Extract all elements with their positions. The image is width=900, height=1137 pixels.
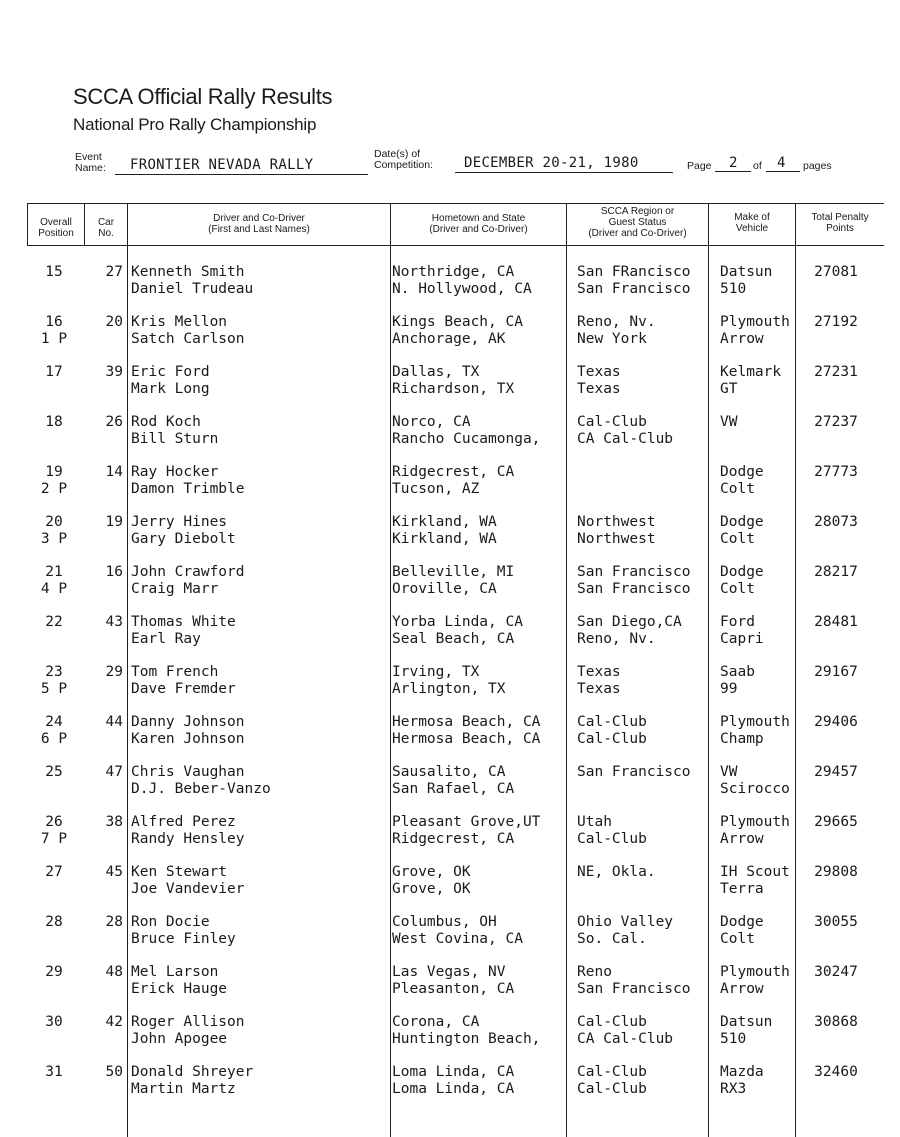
codriver-name: Satch Carlson bbox=[131, 331, 245, 347]
vehicle-model: Arrow bbox=[720, 981, 764, 997]
overall-position: 17 bbox=[45, 364, 63, 380]
driver-hometown: Yorba Linda, CA bbox=[392, 614, 523, 630]
table-row bbox=[0, 614, 900, 664]
driver-hometown: Dallas, TX bbox=[392, 364, 480, 380]
driver-region: Texas bbox=[577, 364, 621, 380]
penalty-points: 27231 bbox=[814, 364, 858, 380]
codriver-name: Joe Vandevier bbox=[131, 881, 245, 897]
penalty-points: 28481 bbox=[814, 614, 858, 630]
car-number: 14 bbox=[105, 464, 123, 480]
driver-region: Cal-Club bbox=[577, 414, 647, 430]
vehicle-make: IH Scout bbox=[720, 864, 790, 880]
table-row bbox=[0, 464, 900, 514]
driver-name: Thomas White bbox=[131, 614, 236, 630]
overall-position: 16 bbox=[45, 314, 63, 330]
pages-label: pages bbox=[803, 160, 832, 172]
penalty-points: 32460 bbox=[814, 1064, 858, 1080]
page-number-underline bbox=[715, 171, 751, 172]
event-name: FRONTIER NEVADA RALLY bbox=[130, 157, 314, 173]
header-hometown: Hometown and State (Driver and Co-Driver) bbox=[429, 213, 528, 235]
table-row bbox=[0, 864, 900, 914]
codriver-name: Damon Trimble bbox=[131, 481, 245, 497]
codriver-hometown: Pleasanton, CA bbox=[392, 981, 515, 997]
overall-position: 22 bbox=[45, 614, 63, 630]
pro-class-position: 4 P bbox=[40, 581, 68, 597]
driver-name: Eric Ford bbox=[131, 364, 210, 380]
vehicle-model: Arrow bbox=[720, 831, 764, 847]
driver-hometown: Grove, OK bbox=[392, 864, 471, 880]
car-number: 50 bbox=[105, 1064, 123, 1080]
header-total-penalty-points: Total Penalty Points bbox=[811, 212, 869, 234]
codriver-region: Texas bbox=[577, 381, 621, 397]
vehicle-model: Scirocco bbox=[720, 781, 790, 797]
driver-name: Alfred Perez bbox=[131, 814, 236, 830]
vehicle-make: VW bbox=[720, 414, 738, 430]
header-driver: Driver and Co-Driver (First and Last Names) bbox=[208, 213, 310, 235]
table-top-rule bbox=[27, 203, 884, 204]
vehicle-make: Saab bbox=[720, 664, 755, 680]
vehicle-model: Colt bbox=[720, 531, 755, 547]
car-number: 16 bbox=[105, 564, 123, 580]
driver-name: Roger Allison bbox=[131, 1014, 245, 1030]
car-number: 20 bbox=[105, 314, 123, 330]
vehicle-model: RX3 bbox=[720, 1081, 747, 1097]
car-number: 28 bbox=[105, 914, 123, 930]
vehicle-make: Plymouth bbox=[720, 714, 790, 730]
driver-hometown: Corona, CA bbox=[392, 1014, 480, 1030]
vehicle-model: Colt bbox=[720, 931, 755, 947]
codriver-name: Earl Ray bbox=[131, 631, 201, 647]
codriver-hometown: Oroville, CA bbox=[392, 581, 497, 597]
vehicle-make: Plymouth bbox=[720, 814, 790, 830]
car-number: 39 bbox=[105, 364, 123, 380]
driver-name: Rod Koch bbox=[131, 414, 201, 430]
car-number: 27 bbox=[105, 264, 123, 280]
driver-name: Ray Hocker bbox=[131, 464, 219, 480]
car-number: 29 bbox=[105, 664, 123, 680]
codriver-name: Gary Diebolt bbox=[131, 531, 236, 547]
overall-position: 24 bbox=[45, 714, 63, 730]
driver-name: John Crawford bbox=[131, 564, 245, 580]
table-row bbox=[0, 514, 900, 564]
penalty-points: 28073 bbox=[814, 514, 858, 530]
codriver-name: Karen Johnson bbox=[131, 731, 245, 747]
driver-hometown: Columbus, OH bbox=[392, 914, 497, 930]
date-label: Date(s) of Competition: bbox=[374, 148, 433, 171]
overall-position: 27 bbox=[45, 864, 63, 880]
vehicle-model: Champ bbox=[720, 731, 764, 747]
overall-position: 23 bbox=[45, 664, 63, 680]
overall-position: 18 bbox=[45, 414, 63, 430]
overall-position: 20 bbox=[45, 514, 63, 530]
driver-hometown: Kings Beach, CA bbox=[392, 314, 523, 330]
codriver-hometown: N. Hollywood, CA bbox=[392, 281, 532, 297]
vehicle-make: Plymouth bbox=[720, 964, 790, 980]
codriver-region: San Francisco bbox=[577, 281, 691, 297]
driver-name: Danny Johnson bbox=[131, 714, 245, 730]
driver-hometown: Norco, CA bbox=[392, 414, 471, 430]
pro-class-position: 5 P bbox=[40, 681, 68, 697]
vehicle-make: Plymouth bbox=[720, 314, 790, 330]
overall-position: 21 bbox=[45, 564, 63, 580]
codriver-region: So. Cal. bbox=[577, 931, 647, 947]
codriver-hometown: Rancho Cucamonga, bbox=[392, 431, 541, 447]
page-label: Page bbox=[687, 160, 712, 172]
codriver-hometown: Anchorage, AK bbox=[392, 331, 506, 347]
codriver-hometown: Kirkland, WA bbox=[392, 531, 497, 547]
table-row bbox=[0, 914, 900, 964]
codriver-name: Randy Hensley bbox=[131, 831, 245, 847]
codriver-name: Martin Martz bbox=[131, 1081, 236, 1097]
driver-name: Ron Docie bbox=[131, 914, 210, 930]
vehicle-model: 99 bbox=[720, 681, 738, 697]
driver-region: Cal-Club bbox=[577, 1014, 647, 1030]
driver-name: Ken Stewart bbox=[131, 864, 228, 880]
vehicle-make: Dodge bbox=[720, 564, 764, 580]
overall-position: 15 bbox=[45, 264, 63, 280]
driver-hometown: Las Vegas, NV bbox=[392, 964, 506, 980]
pro-class-position: 1 P bbox=[40, 331, 68, 347]
vehicle-model: GT bbox=[720, 381, 738, 397]
driver-name: Donald Shreyer bbox=[131, 1064, 254, 1080]
table-row bbox=[0, 814, 900, 864]
document-title: SCCA Official Rally Results bbox=[73, 84, 333, 109]
driver-region: Utah bbox=[577, 814, 612, 830]
overall-position: 30 bbox=[45, 1014, 63, 1030]
overall-position: 28 bbox=[45, 914, 63, 930]
page-total-underline bbox=[766, 171, 800, 172]
driver-name: Kris Mellon bbox=[131, 314, 228, 330]
driver-region: San FRancisco bbox=[577, 264, 691, 280]
driver-region: Northwest bbox=[577, 514, 656, 530]
penalty-points: 29167 bbox=[814, 664, 858, 680]
codriver-hometown: West Covina, CA bbox=[392, 931, 523, 947]
driver-region: Texas bbox=[577, 664, 621, 680]
codriver-region: CA Cal-Club bbox=[577, 1031, 674, 1047]
codriver-name: Craig Marr bbox=[131, 581, 219, 597]
driver-name: Mel Larson bbox=[131, 964, 219, 980]
vehicle-make: Dodge bbox=[720, 514, 764, 530]
car-number: 38 bbox=[105, 814, 123, 830]
driver-name: Kenneth Smith bbox=[131, 264, 245, 280]
overall-position: 31 bbox=[45, 1064, 63, 1080]
codriver-name: Dave Fremder bbox=[131, 681, 236, 697]
codriver-hometown: San Rafael, CA bbox=[392, 781, 515, 797]
penalty-points: 29665 bbox=[814, 814, 858, 830]
vehicle-make: Datsun bbox=[720, 1014, 773, 1030]
codriver-region: Cal-Club bbox=[577, 831, 647, 847]
codriver-region: Cal-Club bbox=[577, 1081, 647, 1097]
driver-region: Ohio Valley bbox=[577, 914, 674, 930]
codriver-name: Erick Hauge bbox=[131, 981, 228, 997]
vehicle-model: Colt bbox=[720, 481, 755, 497]
penalty-points: 30055 bbox=[814, 914, 858, 930]
overall-position: 19 bbox=[45, 464, 63, 480]
driver-region: Reno bbox=[577, 964, 612, 980]
codriver-name: D.J. Beber-Vanzo bbox=[131, 781, 271, 797]
vehicle-model: Terra bbox=[720, 881, 764, 897]
driver-region: Cal-Club bbox=[577, 1064, 647, 1080]
pro-class-position: 3 P bbox=[40, 531, 68, 547]
codriver-hometown: Ridgecrest, CA bbox=[392, 831, 515, 847]
table-row bbox=[0, 1014, 900, 1064]
penalty-points: 29457 bbox=[814, 764, 858, 780]
event-label: Event Name: bbox=[75, 151, 106, 174]
codriver-region: San Francisco bbox=[577, 581, 691, 597]
driver-hometown: Kirkland, WA bbox=[392, 514, 497, 530]
penalty-points: 29808 bbox=[814, 864, 858, 880]
driver-hometown: Belleville, MI bbox=[392, 564, 515, 580]
driver-hometown: Ridgecrest, CA bbox=[392, 464, 515, 480]
codriver-hometown: Richardson, TX bbox=[392, 381, 515, 397]
table-row bbox=[0, 414, 900, 464]
overall-position: 29 bbox=[45, 964, 63, 980]
driver-region: Cal-Club bbox=[577, 714, 647, 730]
codriver-region: Northwest bbox=[577, 531, 656, 547]
header-car-number: Car No. bbox=[97, 217, 115, 239]
vehicle-model: Colt bbox=[720, 581, 755, 597]
vehicle-make: Mazda bbox=[720, 1064, 764, 1080]
car-number: 48 bbox=[105, 964, 123, 980]
driver-region: Reno, Nv. bbox=[577, 314, 656, 330]
overall-position: 26 bbox=[45, 814, 63, 830]
table-row bbox=[0, 764, 900, 814]
table-row bbox=[0, 364, 900, 414]
codriver-hometown: Seal Beach, CA bbox=[392, 631, 515, 647]
driver-hometown: Pleasant Grove,UT bbox=[392, 814, 541, 830]
car-number: 47 bbox=[105, 764, 123, 780]
driver-hometown: Northridge, CA bbox=[392, 264, 515, 280]
table-row bbox=[0, 264, 900, 314]
codriver-region: Reno, Nv. bbox=[577, 631, 656, 647]
penalty-points: 27081 bbox=[814, 264, 858, 280]
header-overall-position: Overall Position bbox=[38, 217, 74, 239]
vehicle-make: Ford bbox=[720, 614, 755, 630]
table-row bbox=[0, 1064, 900, 1114]
page-number: 2 bbox=[729, 155, 738, 171]
table-header-rule bbox=[27, 245, 884, 246]
car-number: 19 bbox=[105, 514, 123, 530]
driver-region: San Diego,CA bbox=[577, 614, 682, 630]
vehicle-model: Capri bbox=[720, 631, 764, 647]
event-name-underline bbox=[115, 174, 368, 175]
penalty-points: 30868 bbox=[814, 1014, 858, 1030]
table-row bbox=[0, 714, 900, 764]
vehicle-make: Kelmark bbox=[720, 364, 782, 380]
penalty-points: 29406 bbox=[814, 714, 858, 730]
codriver-hometown: Huntington Beach, bbox=[392, 1031, 541, 1047]
penalty-points: 27773 bbox=[814, 464, 858, 480]
document-subtitle: National Pro Rally Championship bbox=[73, 115, 317, 134]
of-label: of bbox=[753, 160, 762, 172]
driver-name: Tom French bbox=[131, 664, 219, 680]
table-row bbox=[0, 964, 900, 1014]
codriver-region: New York bbox=[577, 331, 647, 347]
codriver-name: Bill Sturn bbox=[131, 431, 219, 447]
vehicle-make: VW bbox=[720, 764, 738, 780]
codriver-hometown: Grove, OK bbox=[392, 881, 471, 897]
penalty-points: 27237 bbox=[814, 414, 858, 430]
pro-class-position: 6 P bbox=[40, 731, 68, 747]
table-row bbox=[0, 564, 900, 614]
date-underline bbox=[455, 172, 673, 173]
driver-region: San Francisco bbox=[577, 564, 691, 580]
car-number: 44 bbox=[105, 714, 123, 730]
competition-date: DECEMBER 20-21, 1980 bbox=[464, 155, 639, 171]
penalty-points: 27192 bbox=[814, 314, 858, 330]
codriver-region: Cal-Club bbox=[577, 731, 647, 747]
header-scca-region: SCCA Region or Guest Status (Driver and Co-Driver) bbox=[588, 206, 687, 239]
codriver-hometown: Loma Linda, CA bbox=[392, 1081, 515, 1097]
driver-hometown: Hermosa Beach, CA bbox=[392, 714, 541, 730]
driver-name: Jerry Hines bbox=[131, 514, 228, 530]
driver-region: San Francisco bbox=[577, 764, 691, 780]
codriver-hometown: Tucson, AZ bbox=[392, 481, 480, 497]
codriver-name: Bruce Finley bbox=[131, 931, 236, 947]
codriver-region: CA Cal-Club bbox=[577, 431, 674, 447]
header-make-of-vehicle: Make of Vehicle bbox=[734, 212, 770, 234]
table-row bbox=[0, 664, 900, 714]
pro-class-position: 2 P bbox=[40, 481, 68, 497]
car-number: 26 bbox=[105, 414, 123, 430]
pro-class-position: 7 P bbox=[40, 831, 68, 847]
codriver-name: Mark Long bbox=[131, 381, 210, 397]
vehicle-make: Datsun bbox=[720, 264, 773, 280]
driver-hometown: Loma Linda, CA bbox=[392, 1064, 515, 1080]
car-number: 45 bbox=[105, 864, 123, 880]
driver-region: NE, Okla. bbox=[577, 864, 656, 880]
penalty-points: 30247 bbox=[814, 964, 858, 980]
codriver-region: Texas bbox=[577, 681, 621, 697]
table-row bbox=[0, 314, 900, 364]
driver-name: Chris Vaughan bbox=[131, 764, 245, 780]
codriver-hometown: Hermosa Beach, CA bbox=[392, 731, 541, 747]
penalty-points: 28217 bbox=[814, 564, 858, 580]
vehicle-model: Arrow bbox=[720, 331, 764, 347]
driver-hometown: Irving, TX bbox=[392, 664, 480, 680]
driver-hometown: Sausalito, CA bbox=[392, 764, 506, 780]
vehicle-make: Dodge bbox=[720, 464, 764, 480]
car-number: 43 bbox=[105, 614, 123, 630]
car-number: 42 bbox=[105, 1014, 123, 1030]
codriver-name: John Apogee bbox=[131, 1031, 228, 1047]
vehicle-model: 510 bbox=[720, 281, 747, 297]
codriver-name: Daniel Trudeau bbox=[131, 281, 254, 297]
overall-position: 25 bbox=[45, 764, 63, 780]
vehicle-model: 510 bbox=[720, 1031, 747, 1047]
vehicle-make: Dodge bbox=[720, 914, 764, 930]
codriver-hometown: Arlington, TX bbox=[392, 681, 506, 697]
page-total: 4 bbox=[777, 155, 786, 171]
codriver-region: San Francisco bbox=[577, 981, 691, 997]
